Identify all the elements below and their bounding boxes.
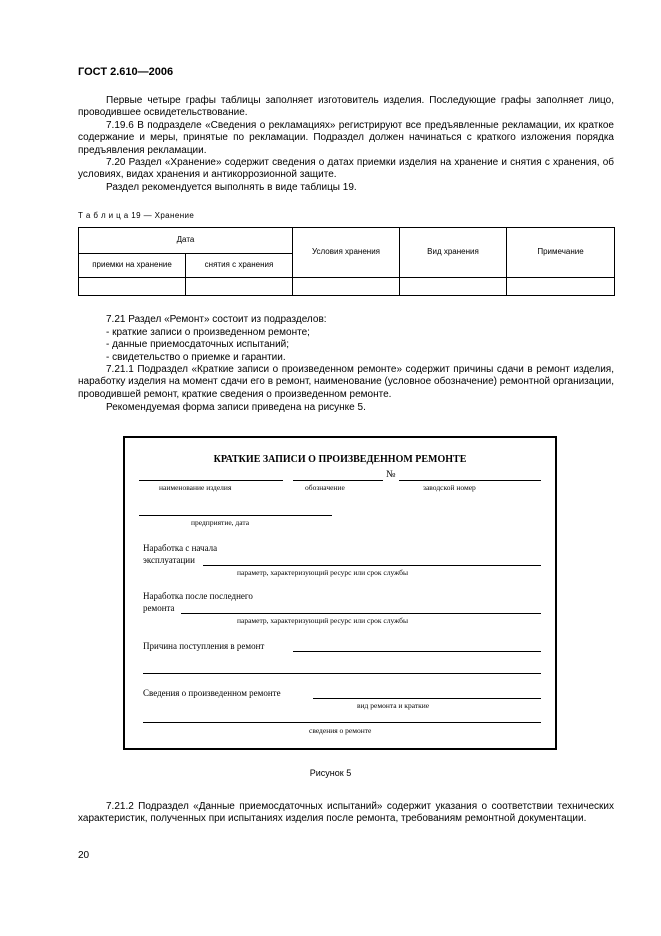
runtime-start-label-1: Наработка с начала	[143, 543, 218, 553]
runtime-start-label-2: эксплуатации	[143, 555, 195, 565]
paragraph-figure-ref: Рекомендуемая форма записи приведена на рисунке 5.	[106, 402, 366, 413]
label-enterprise-date: предприятие, дата	[191, 518, 250, 527]
enterprise-line	[139, 515, 332, 516]
serial-line	[399, 480, 541, 481]
label-product-name: наименование изделия	[159, 483, 232, 492]
table-cell	[507, 278, 615, 296]
paragraph-7-21-2: 7.21.2 Подраздел «Данные приемосдаточных испытаний» содержит указания о соответствии технических характеристик, полученных при испытаниях изделия после ремонта, требованиям ремонтной документации.	[78, 801, 614, 825]
runtime-start-line	[203, 565, 541, 566]
table-header-date: Дата	[79, 228, 293, 254]
reason-line-2	[143, 673, 541, 674]
table-cell	[79, 278, 186, 296]
paragraph-1: Первые четыре графы таблицы заполняет изготовитель изделия. Последующие графы заполняет лицо, проводившее освидетельствование.	[78, 95, 614, 119]
table-cell	[400, 278, 507, 296]
list-item-3: - свидетельство о приемке и гарантии.	[106, 352, 286, 363]
reason-label: Причина поступления в ремонт	[143, 641, 265, 651]
page-number: 20	[78, 850, 90, 861]
paragraph-7-21: 7.21 Раздел «Ремонт» состоит из подразделов:	[106, 314, 327, 325]
paragraph-7-19-6: 7.19.6 В подразделе «Сведения о рекламациях» регистрируют все предъявленные рекламации, их краткое содержание и меры, принятые по рекламации. Подраздел должен начинаться с краткого изложения порядка предъявления рекламации.	[78, 120, 614, 156]
param-label-1: параметр, характеризующий ресурс или срок службы	[237, 568, 409, 577]
storage-table	[78, 227, 615, 296]
document-header: ГОСТ 2.610—2006	[78, 66, 174, 78]
figure-caption: Рисунок 5	[309, 768, 352, 778]
runtime-last-label-1: Наработка после последнего	[143, 591, 253, 601]
designation-line	[293, 480, 383, 481]
name-line	[139, 480, 283, 481]
reason-line	[293, 651, 541, 652]
label-serial-number: заводской номер	[423, 483, 476, 492]
repair-info-line	[313, 698, 541, 699]
list-item-2: - данные приемосдаточных испытаний;	[106, 339, 290, 350]
repair-record-form	[123, 436, 557, 750]
table-header-type: Вид хранения	[400, 228, 507, 278]
runtime-last-label-2: ремонта	[143, 603, 175, 613]
table-header-conditions: Условия хранения	[293, 228, 400, 278]
param-label-2: параметр, характеризующий ресурс или срок службы	[237, 616, 409, 625]
paragraph-table-ref: Раздел рекомендуется выполнять в виде таблицы 19.	[106, 182, 357, 193]
paragraph-7-21-1: 7.21.1 Подраздел «Краткие записи о произведенном ремонте» содержит причины сдачи в ремонт изделия, наработку изделия на момент сдачи его в ремонт, наименование (условное обозначение) ремонтной организации, проводившей ремонт, краткие сведения о произведенном ремонте.	[78, 364, 614, 400]
repair-info-label: Сведения о произведенном ремонте	[143, 688, 281, 698]
list-item-1: - краткие записи о произведенном ремонте;	[106, 327, 310, 338]
label-designation: обозначение	[305, 483, 345, 492]
table-header-note: Примечание	[507, 228, 615, 278]
table-header-accept-date: приемки на хранение	[79, 254, 186, 278]
form-title: КРАТКИЕ ЗАПИСИ О ПРОИЗВЕДЕННОМ РЕМОНТЕ	[213, 454, 467, 465]
runtime-last-line	[181, 613, 541, 614]
paragraph-7-20: 7.20 Раздел «Хранение» содержит сведения о датах приемки изделия на хранение и снятия с хранения, об условиях, видах хранения и антикоррозионной защите.	[78, 157, 614, 181]
number-sign: №	[386, 469, 396, 480]
table-cell	[186, 278, 293, 296]
table-cell	[293, 278, 400, 296]
repair-type-label: вид ремонта и краткие	[357, 701, 430, 710]
table-header-removal-date: снятия с хранения	[186, 254, 293, 278]
table-caption: Т а б л и ц а 19 — Хранение	[78, 211, 195, 220]
repair-info-line-2	[143, 722, 541, 723]
repair-details-label: сведения о ремонте	[309, 726, 372, 735]
